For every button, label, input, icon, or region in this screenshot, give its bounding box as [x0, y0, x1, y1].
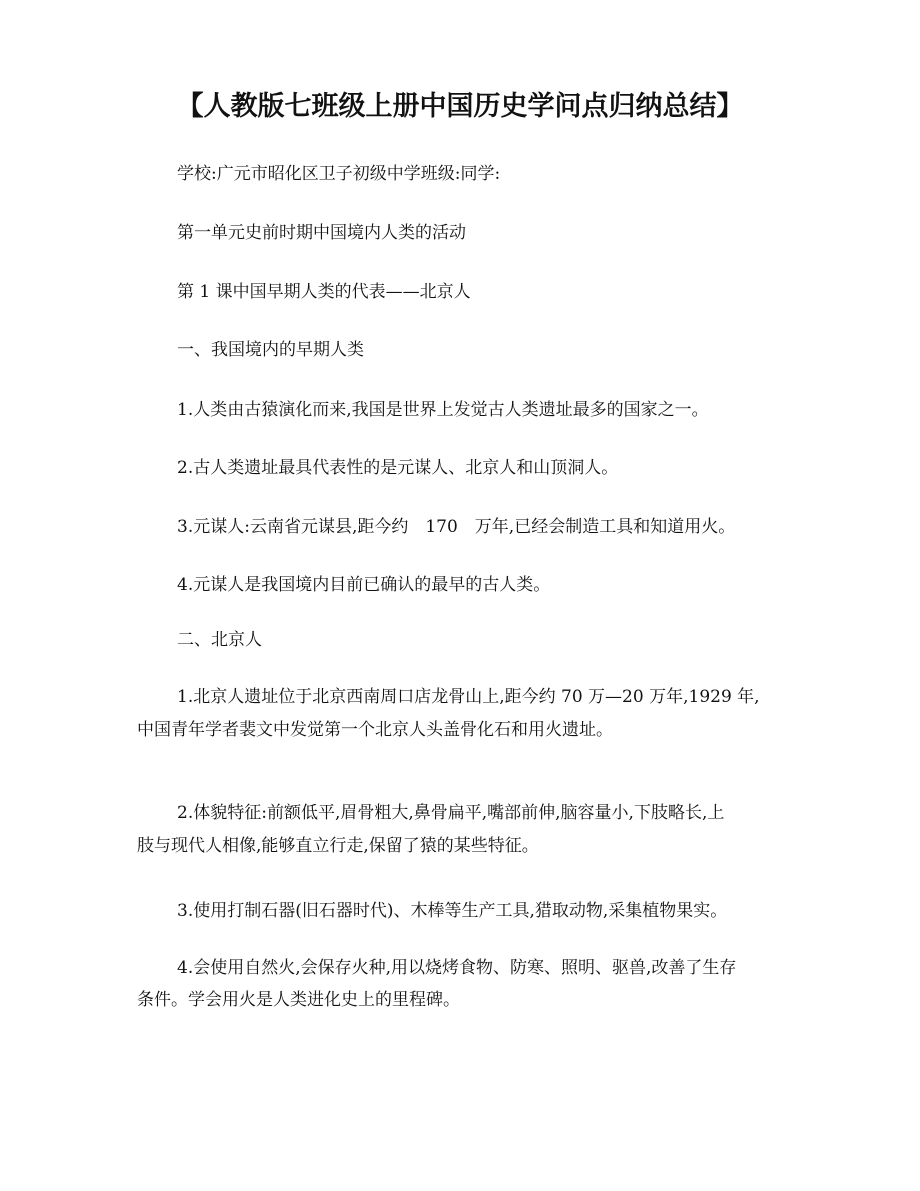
list-item: 3.元谋人:云南省元谋县,距今约 170 万年,已经会制造工具和知道用火。 [177, 517, 736, 537]
lesson-title: 第 1 课中国早期人类的代表——北京人 [177, 282, 471, 302]
section-heading: 一、我国境内的早期人类 [177, 340, 364, 360]
list-item-line: 3.使用打制石器(旧石器时代)、木棒等生产工具,猎取动物,采集植物果实。 [177, 901, 728, 921]
list-item: 4.元谋人是我国境内目前已确认的最早的古人类。 [177, 575, 551, 595]
list-item: 2.古人类遗址最具代表性的是元谋人、北京人和山顶洞人。 [177, 458, 619, 478]
school-line: 学校:广元市昭化区卫子初级中学班级:同学: [177, 164, 501, 184]
list-item-line: 2.体貌特征:前额低平,眉骨粗大,鼻骨扁平,嘴部前伸,脑容量小,下肢略长,上 [177, 803, 725, 823]
list-item-line: 4.会使用自然火,会保存火种,用以烧烤食物、防寒、照明、驱兽,改善了生存 [177, 958, 737, 978]
document-title: 【人教版七班级上册中国历史学问点归纳总结】 [176, 91, 744, 122]
list-item-line: 中国青年学者裴文中发觉第一个北京人头盖骨化石和用火遗址。 [137, 720, 613, 740]
unit-title: 第一单元史前时期中国境内人类的活动 [177, 223, 466, 243]
list-item-line: 肢与现代人相像,能够直立行走,保留了猿的某些特征。 [137, 836, 539, 856]
list-item-line: 条件。学会用火是人类进化史上的里程碑。 [137, 990, 460, 1010]
list-item: 1.人类由古猿演化而来,我国是世界上发觉古人类遗址最多的国家之一。 [177, 400, 709, 420]
section-heading: 二、北京人 [177, 630, 262, 650]
list-item-line: 1.北京人遗址位于北京西南周口店龙骨山上,距今约 70 万—20 万年,1929 年, [177, 687, 760, 707]
